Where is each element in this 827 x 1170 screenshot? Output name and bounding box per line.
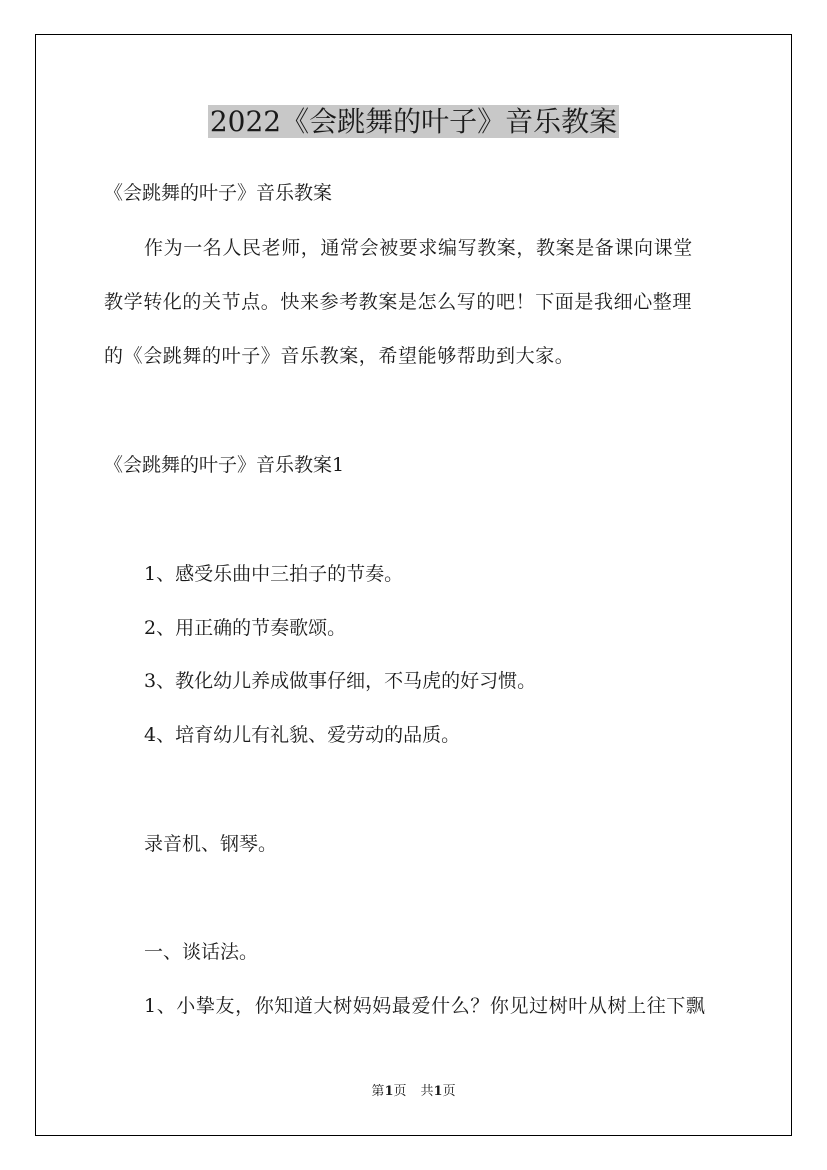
process-line-1: 1、小挚友，你知道大树妈妈最爱什么？你见过树叶从树上往下飘 bbox=[144, 995, 706, 1017]
intro-line-2: 教学转化的关节点。快来参考教案是怎么写的吧！下面是我细心整理 bbox=[104, 291, 693, 313]
intro-line-3: 的《会跳舞的叶子》音乐教案，希望能够帮助到大家。 bbox=[104, 345, 575, 367]
goal-item-3: 3、教化幼儿养成做事仔细，不马虎的好习惯。 bbox=[144, 670, 537, 692]
footer-total-prefix: 共 bbox=[420, 1084, 434, 1099]
page-footer bbox=[0, 1083, 827, 1101]
process-heading: 一、谈话法。 bbox=[144, 941, 259, 963]
document-title bbox=[0, 100, 827, 144]
document-subtitle: 《会跳舞的叶子》音乐教案 bbox=[104, 182, 333, 204]
document-title-text: 2022《会跳舞的叶子》音乐教案 bbox=[209, 105, 618, 138]
footer-total-number: 1 bbox=[433, 1084, 443, 1099]
footer-page-suffix: 页 bbox=[393, 1084, 407, 1099]
materials-line: 录音机、钢琴。 bbox=[144, 833, 278, 855]
footer-total-suffix: 页 bbox=[442, 1084, 456, 1099]
section-heading: 《会跳舞的叶子》音乐教案1 bbox=[104, 454, 345, 476]
goal-item-4: 4、培育幼儿有礼貌、爱劳动的品质。 bbox=[144, 724, 461, 746]
goal-item-1: 1、感受乐曲中三拍子的节奏。 bbox=[144, 563, 404, 585]
goal-item-2: 2、用正确的节奏歌颂。 bbox=[144, 617, 347, 639]
footer-page-prefix: 第 bbox=[371, 1084, 385, 1099]
intro-line-1: 作为一名人民老师，通常会被要求编写教案，教案是备课向课堂 bbox=[144, 237, 693, 259]
footer-page-number: 1 bbox=[384, 1084, 394, 1099]
